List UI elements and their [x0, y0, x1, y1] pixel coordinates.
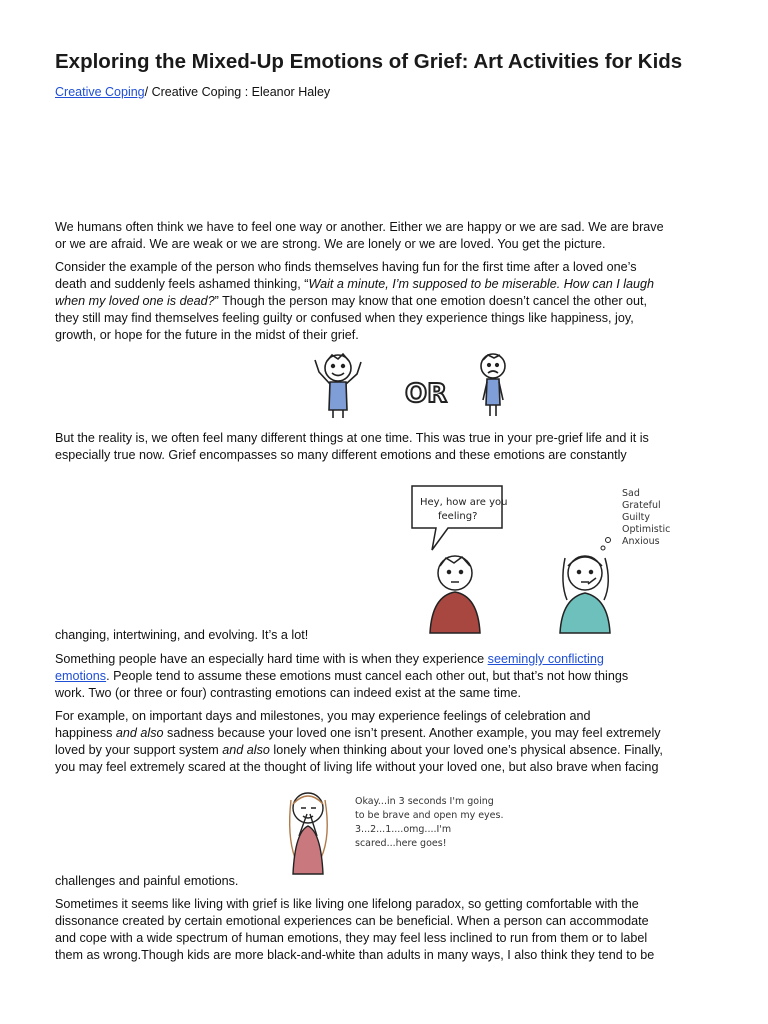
text-line: growth, or hope for the future in the midst of their grief.	[55, 328, 359, 342]
text-line: Consider the example of the person who finds themselves having fun for the first time after a loved one’s	[55, 260, 637, 274]
text-span: lonely when thinking about your loved one’s physical absence. Finally,	[269, 743, 663, 757]
speech-line-1: Hey, how are you	[420, 497, 508, 508]
text-line: changing, intertwining, and evolving. It’s a lot!	[55, 628, 309, 642]
text-span: sadness because your loved one isn’t present. Another example, you may feel extremely	[163, 726, 661, 740]
text-line: But the reality is, we often feel many different things at one time. This was true in your pre-grief life and it is	[55, 431, 649, 445]
text-line	[55, 293, 715, 310]
paragraph-6	[55, 708, 715, 776]
emotion-word: Sad	[622, 488, 640, 499]
text-span: happiness	[55, 726, 116, 740]
byline-text: / Creative Coping : Eleanor Haley	[144, 85, 331, 99]
thought-dots	[601, 538, 611, 551]
text-line: work. Two (or three or four) contrasting emotions can indeed exist at the same time.	[55, 686, 521, 700]
paragraph-7	[55, 873, 715, 890]
paragraph-8	[55, 896, 715, 964]
thought-line: Okay...in 3 seconds I'm going	[355, 796, 494, 807]
text-line: For example, on important days and milestones, you may experience feelings of celebration and	[55, 709, 591, 723]
text-line: they still may find themselves feeling guilty or confused when they experience things like happiness, joy,	[55, 311, 634, 325]
text-line: and cope with a wide spectrum of human emotions, they may feel less inclined to run from them or to label	[55, 931, 648, 945]
conflicting-emotions-link-cont[interactable]: emotions	[55, 669, 107, 683]
text-line: especially true now. Grief encompasses so many different emotions and these emotions are constantly	[55, 448, 627, 462]
paragraph-2	[55, 259, 715, 344]
paragraph-3	[55, 430, 715, 464]
emotion-word: Guilty	[622, 512, 651, 523]
quote-italic: when my loved one is dead?	[55, 294, 215, 308]
emotion-word: Optimistic	[622, 524, 671, 535]
text-line: them as wrong.Though kids are more black-and-white than adults in many ways, I also think they tend to be	[55, 948, 655, 962]
paragraph-4	[55, 627, 715, 644]
text-span: ” Though the person may know that one emotion doesn’t cancel the other out,	[214, 294, 648, 308]
happy-or-sad-illustration	[305, 350, 520, 422]
category-link[interactable]: Creative Coping	[55, 85, 145, 99]
text-line: challenges and painful emotions.	[55, 874, 239, 888]
text-line	[55, 668, 715, 685]
text-line	[55, 725, 715, 742]
text-line: dissonance created by certain emotional experiences can be beneficial. When a person can accommodate	[55, 914, 649, 928]
text-line: Sometimes it seems like living with grief is like living one lifelong paradox, so getting comfortable with the	[55, 897, 639, 911]
paragraph-5	[55, 651, 715, 702]
asking-figure	[430, 556, 480, 633]
happy-stick-figure	[315, 354, 361, 418]
article-title: Exploring the Mixed-Up Emotions of Grief: Art Activities for Kids	[55, 50, 683, 73]
text-line: or we are afraid. We are weak or we are strong. We are lonely or we are loved. You get the picture.	[55, 237, 606, 251]
thought-line: 3...2...1....omg....I'm	[355, 824, 452, 835]
conflicting-emotions-link[interactable]: seemingly conflicting	[487, 652, 604, 666]
text-span: . People tend to assume these emotions must cancel each other out, but that’s not how things	[106, 669, 629, 683]
text-span: Something people have an especially hard time with is when they experience	[55, 652, 488, 666]
text-line	[55, 276, 715, 293]
text-span: death and suddenly feels ashamed thinking, “	[55, 277, 309, 291]
thought-line: to be brave and open my eyes.	[355, 810, 504, 821]
byline	[55, 85, 330, 99]
emotion-word: Anxious	[622, 536, 660, 547]
thinking-figure	[560, 556, 610, 633]
speech-line-2: feeling?	[438, 511, 478, 522]
emphasis: and also	[115, 726, 164, 740]
text-line	[55, 742, 715, 759]
or-label: OR	[405, 379, 448, 409]
text-line: you may feel extremely scared at the thought of living life without your loved one, but also brave when facing	[55, 760, 659, 774]
text-line: We humans often think we have to feel one way or another. Either we are happy or we are sad. We are brave	[55, 220, 664, 234]
girl-figure	[290, 793, 328, 874]
how-are-you-feeling-illustration	[360, 478, 680, 633]
text-line	[55, 651, 715, 668]
text-span: loved by your support system	[55, 743, 223, 757]
brave-and-scared-illustration	[285, 786, 505, 874]
quote-italic: Wait a minute, I’m supposed to be miserable. How can I laugh	[308, 277, 655, 291]
sad-stick-figure	[481, 354, 505, 416]
emphasis: and also	[222, 743, 270, 757]
paragraph-1	[55, 219, 715, 253]
emotion-word: Grateful	[622, 500, 661, 511]
thought-line: scared...here goes!	[355, 838, 447, 849]
